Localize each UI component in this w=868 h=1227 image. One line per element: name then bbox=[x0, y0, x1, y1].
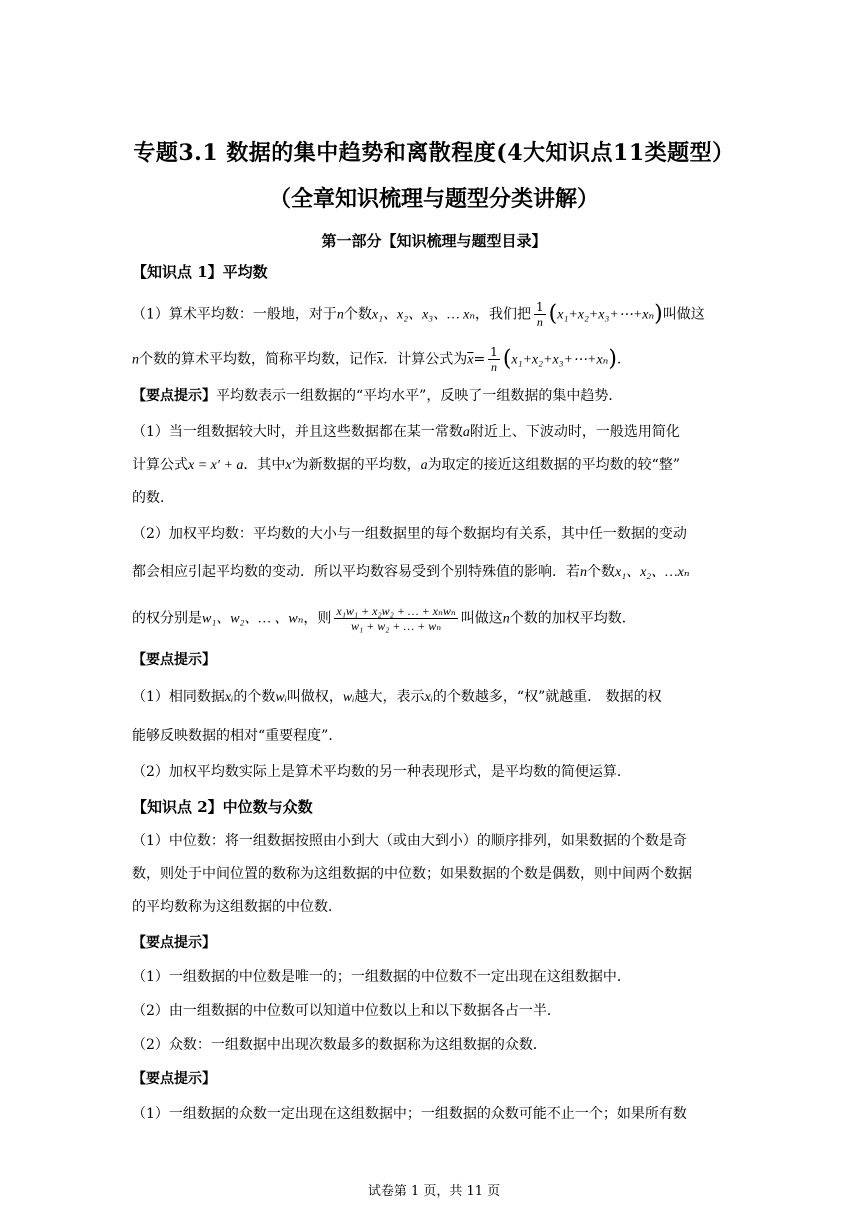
text: ，我们把 bbox=[475, 306, 532, 323]
math-xi: xᵢ bbox=[224, 690, 234, 705]
tip-label: 【要点提示】 bbox=[132, 935, 216, 951]
tip-mean bbox=[132, 386, 742, 406]
tip-text: 平均数表示一组数据的“平均水平”，反映了一组数据的集中趋势． bbox=[216, 388, 623, 404]
text: ．计算公式为 bbox=[383, 351, 468, 368]
fraction-one-over-n bbox=[488, 345, 500, 374]
paragraph-weight-2: 能够反映数据的相对“重要程度”． bbox=[132, 728, 343, 744]
text: 个数的算术平均数，简称平均数，记作 bbox=[139, 351, 377, 368]
text: 为取定的接近这组数据的平均数的较“整” bbox=[427, 457, 680, 473]
text: . bbox=[616, 351, 622, 368]
math-wi: wᵢ bbox=[342, 690, 355, 705]
tip-mode-label bbox=[132, 1069, 742, 1089]
math-n: n bbox=[502, 611, 510, 627]
paragraph-simplified-2 bbox=[132, 455, 742, 476]
page-footer: 试卷第 1 页，共 11 页 bbox=[367, 1184, 501, 1199]
math-xi: xᵢ bbox=[424, 690, 433, 705]
paragraph-median-tip-1: （1）一组数据的中位数是唯一的；一组数据的中位数不一定出现在这组数据中． bbox=[132, 969, 631, 985]
paragraph-weight-1 bbox=[132, 687, 742, 708]
math-n: n bbox=[132, 352, 139, 368]
text: 个数的加权平均数． bbox=[509, 610, 636, 627]
text: （1）相同数据 bbox=[132, 689, 225, 705]
denominator: n bbox=[490, 360, 497, 374]
denominator: n bbox=[536, 315, 543, 329]
tip-median-label bbox=[132, 933, 742, 953]
tip-label: 【要点提示】 bbox=[132, 388, 216, 404]
math-w-list: w₁、w₂、… 、wₙ bbox=[202, 611, 304, 627]
paragraph-mode-tip-1: （1）一组数据的众数一定出现在这组数据中；一组数据的众数可能不止一个；如果所有数 bbox=[132, 1106, 687, 1122]
document-title: 专题3.1 数据的集中趋势和离散程度(4大知识点11类题型） bbox=[133, 140, 735, 166]
text: 叫做这 bbox=[662, 306, 705, 323]
text: 叫做这 bbox=[460, 610, 503, 627]
numerator: 1 bbox=[490, 345, 498, 359]
paragraph-median-2: 数，则处于中间位置的数称为这组数据的中位数；如果数据的个数是偶数，则中间两个数据 bbox=[132, 866, 692, 882]
math-wi: wᵢ bbox=[275, 690, 287, 705]
math-a: a bbox=[462, 425, 470, 440]
fraction-one-over-n bbox=[534, 300, 546, 329]
numerator: x₁w₁ + x₂w₂ + … + xₙwₙ bbox=[336, 604, 456, 618]
denominator: w₁ + w₂ + … + wₙ bbox=[350, 619, 442, 633]
text: 的个数 bbox=[233, 689, 276, 705]
text: 的个数越多，“权”就越重． 数据的权 bbox=[432, 689, 662, 705]
fraction-weighted-mean bbox=[334, 604, 457, 633]
paragraph-simplified-3: 的数． bbox=[132, 490, 174, 506]
section-heading-k2: 【知识点 2】中位数与众数 bbox=[132, 798, 313, 816]
text: 的权分别是 bbox=[132, 610, 202, 627]
text: 个数 bbox=[343, 306, 372, 323]
paragraph-median-tip-2: （2）由一组数据的中位数可以知道中位数以上和以下数据各占一半． bbox=[132, 1003, 561, 1019]
paragraph-weighted-1: （2）加权平均数：平均数的大小与一组数据里的每个数据均有关系，其中任一数据的变动 bbox=[132, 526, 687, 542]
part-heading: 第一部分【知识梳理与题型目录】 bbox=[321, 232, 547, 250]
math-equals: = bbox=[473, 351, 486, 368]
paragraph-median-3: 的平均数称为这组数据的中位数． bbox=[132, 899, 342, 915]
text: （1）当一组数据较大时，并且这些数据都在某一常数 bbox=[132, 424, 463, 440]
tip-label: 【要点提示】 bbox=[132, 1071, 216, 1087]
paragraph-weighted-2 bbox=[132, 562, 742, 583]
math-x-list: x₁、x₂、x₃、… xₙ bbox=[371, 307, 476, 323]
section-heading-k1: 【知识点 1】平均数 bbox=[132, 263, 268, 281]
paragraph-mode-1: （2）众数：一组数据中出现次数最多的数据称为这组数据的众数． bbox=[132, 1037, 547, 1053]
tip-weighted-label bbox=[132, 650, 742, 670]
math-x-prime: x′ bbox=[285, 458, 295, 473]
text: 为新数据的平均数， bbox=[294, 457, 421, 473]
document-subtitle: （全章知识梳理与题型分类讲解） bbox=[268, 186, 599, 212]
text: 计算公式 bbox=[132, 457, 188, 473]
text: 都会相应引起平均数的变动．所以平均数容易受到个别特殊值的影响．若 bbox=[132, 564, 580, 580]
paragraph-arithmetic-mean-1: （1）算术平均数：一般地，对于n个数x₁、x₂、x₃、… xₙ，我们把 $\frac{1}{n}$ (x₁+x₂+x₃+⋯+xₙ)叫做这 bbox=[132, 300, 705, 329]
text: 叫做权， bbox=[286, 689, 343, 705]
text: 越大，表示 bbox=[354, 689, 425, 705]
text: 附近上、下波动时，一般选用简化 bbox=[469, 424, 680, 440]
math-xbar: $\overline{x}$ bbox=[467, 352, 474, 368]
text: （1）算术平均数：一般地，对于 bbox=[132, 306, 337, 323]
text: ．其中 bbox=[243, 457, 286, 473]
math-xbar: $\overline{x}$ bbox=[377, 352, 384, 368]
paragraph-weight-3: （2）加权平均数实际上是算术平均数的另一种表现形式，是平均数的简便运算． bbox=[132, 764, 631, 780]
math-n: n bbox=[336, 307, 344, 323]
paragraph-simplified-1 bbox=[132, 422, 742, 443]
text: ，则 bbox=[303, 610, 332, 627]
paragraph-median-1: （1）中位数：将一组数据按照由小到大（或由大到小）的顺序排列，如果数据的个数是奇 bbox=[132, 833, 687, 849]
math-n: n bbox=[580, 565, 587, 580]
paragraph-arithmetic-mean-2: n个数的算术平均数，简称平均数，记作$\overline{x}$．计算公式为$\overline{x}=$ $\frac{1}{n}$ (x₁+x₂+x₃+⋯+xₙ). bbox=[132, 345, 622, 374]
paragraph-weighted-3 bbox=[132, 604, 742, 633]
numerator: 1 bbox=[536, 300, 544, 314]
math-sum: x₁+x₂+x₃+⋯+xₙ bbox=[557, 307, 655, 323]
math-formula: x = x′ + a bbox=[188, 458, 244, 473]
text: 个数 bbox=[587, 564, 615, 580]
math-a: a bbox=[420, 458, 428, 473]
math-sum: x₁+x₂+x₃+⋯+xₙ bbox=[511, 352, 609, 368]
tip-label: 【要点提示】 bbox=[132, 652, 216, 668]
math-x-list: x₁、x₂、…xₙ bbox=[615, 565, 690, 580]
